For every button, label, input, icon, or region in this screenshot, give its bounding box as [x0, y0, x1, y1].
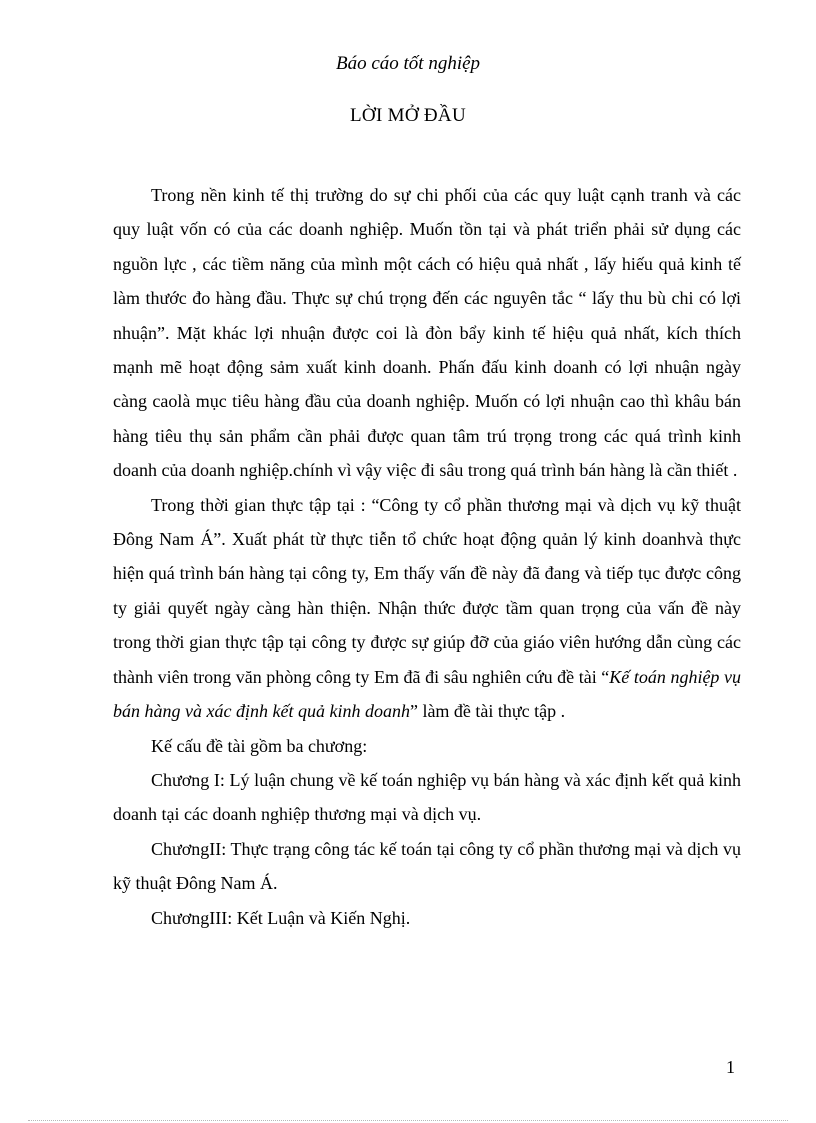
page-number: 1 [726, 1057, 735, 1077]
paragraph-internship-start: Trong thời gian thực tập tại : “Công ty cổ phần thương mại và dịch vụ kỹ thuật Đông Nam Á”. Xuất phát từ thực tiễn tổ chức hoạt động quản lý kinh doanhvà thực hiện quá trình bán hàng tại công ty, Em thấy vấn đề này đã đang và tiếp tục được công ty giải quyết ngày càng hàn thiện. Nhận thức được tầm quan trọng của vấn đề này trong thời gian thực tập tại công ty được sự giúp đỡ của giáo viên hướng dẫn cùng các thành viên trong văn phòng công ty Em đã đi sâu nghiên cứu đề tài “ [113, 494, 741, 687]
chapter-3: ChươngIII: Kết Luận và Kiến Nghị. [151, 907, 411, 928]
paragraph-internship [113, 488, 741, 729]
chapter-1: Chương I: Lý luận chung về kế toán nghiệp vụ bán hàng và xác định kết quả kinh doanh tại các doanh nghiệp thương mại và dịch vụ. [113, 769, 741, 825]
paragraph-structure: Kế cấu đề tài gồm ba chương: [151, 735, 368, 756]
chapter-2: ChươngII: Thực trạng công tác kế toán tại công ty cổ phần thương mại và dịch vụ kỹ thuật Đông Nam Á. [113, 838, 741, 894]
paragraph-intro: Trong nền kinh tế thị trường do sự chi phối của các quy luật cạnh tranh và các quy luật vốn có của các doanh nghiệp. Muốn tồn tại và phát triển phải sử dụng các nguồn lực , các tiềm năng của mình một cách có hiệu quả nhất , lấy hiếu quả kinh tế làm thước đo hàng đầu. Thực sự chú trọng đến các nguyên tắc “ lấy thu bù chi có lợi nhuận”. Mặt khác lợi nhuận được coi là đòn bẩy kinh tế hiệu quả nhất, kích thích mạnh mẽ hoạt động sảm xuất kinh doanh. Phấn đấu kinh doanh có lợi nhuận ngày càng caolà mục tiêu hàng đầu của doanh nghiệp. Muốn có lợi nhuận cao thì khâu bán hàng tiêu thụ sản phẩm cần phải được quan tâm trú trọng trong các quá trình kinh doanh của doanh nghiệp.chính vì vậy việc đi sâu trong quá trình bán hàng là cần thiết . [113, 185, 741, 481]
thesis-topic: Kế toán nghiệp vụ bán hàng và xác định kết quả kinh doanh [113, 666, 742, 722]
page-bottom-divider [28, 1120, 788, 1121]
body-text [113, 178, 741, 935]
running-header: Báo cáo tốt nghiệp [335, 53, 481, 74]
page-title: LỜI MỞ ĐẦU [350, 105, 466, 126]
paragraph-internship-end: ” làm đề tài thực tập . [409, 701, 566, 722]
